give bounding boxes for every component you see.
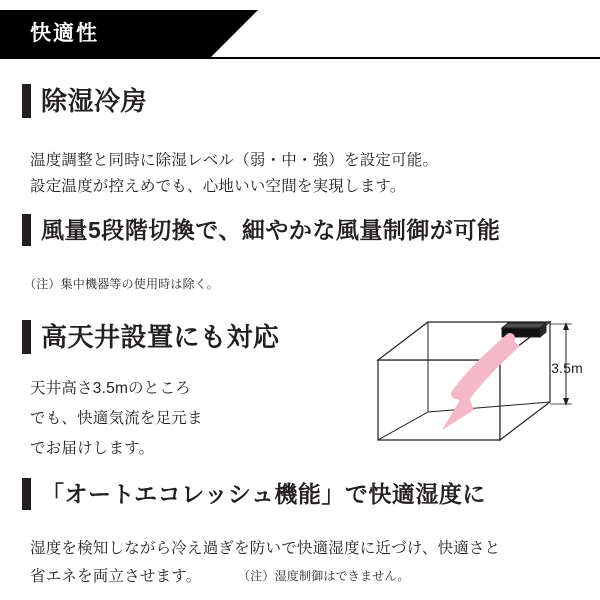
section-4-body-line-1: 湿度を検知しながら冷え過ぎを防いで快適湿度に近づけ、快適さと (30, 540, 501, 557)
section-heading-1-label: 除湿冷房 (41, 86, 148, 116)
section-2-note: （注）集中機器等の使用時は除く。 (24, 277, 219, 291)
section-heading-4-label: 「オートエコレッシュ機能」で快適湿度に (41, 481, 486, 507)
section-1-body-line-2: 設定温度が控えめでも、心地いい空間を実現します。 (30, 178, 406, 195)
dimension-label: 3.5m (551, 360, 583, 376)
ceiling-airflow-diagram (370, 312, 585, 462)
section-3-body-line-1: 天井高さ3.5mのところ (30, 380, 191, 397)
section-heading-2-label: 風量5段階切換で、細やかな風量制御が可能 (41, 217, 501, 243)
header-divider (0, 57, 600, 59)
page-title: 快適性 (30, 22, 99, 45)
section-4-inline-note: （注）湿度制御はできません。 (238, 569, 410, 583)
section-1-body-line-1: 温度調整と同時に除湿レベル（弱・中・強）を設定可能。 (30, 152, 439, 169)
section-4-body-line-2: 省エネを両立させます。 (30, 568, 202, 585)
section-3-body-line-3: でお届けします。 (30, 440, 155, 457)
room-diagram-svg (370, 312, 585, 462)
section-heading-2 (22, 214, 500, 246)
section-heading-1 (22, 84, 147, 118)
heading-bar-3 (22, 320, 31, 354)
heading-bar-1 (22, 84, 31, 118)
section-heading-3 (22, 320, 280, 354)
section-heading-4 (22, 478, 486, 510)
section-3-body-line-2: でも、快適気流を足元ま (30, 410, 203, 427)
header-banner (0, 10, 600, 58)
heading-bar-4 (22, 478, 31, 510)
heading-bar-2 (22, 214, 31, 246)
section-heading-3-label: 高天井設置にも対応 (41, 322, 280, 352)
